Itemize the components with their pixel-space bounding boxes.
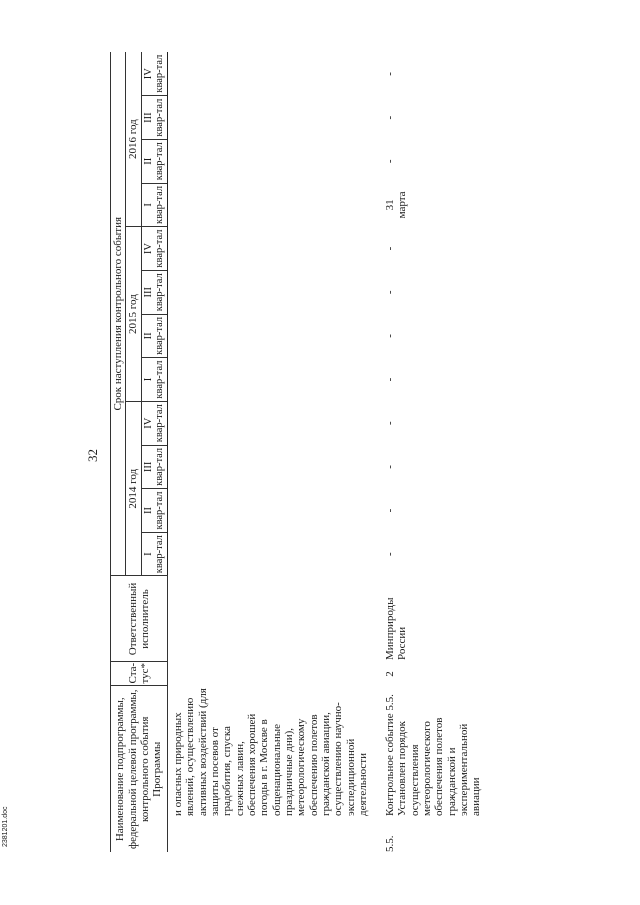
- cell-value: -: [384, 508, 397, 513]
- quarter-number: II: [142, 507, 154, 514]
- quarter-number: III: [142, 286, 154, 298]
- quarter-label: квар-тал: [154, 360, 166, 399]
- quarter-header: [141, 183, 168, 227]
- quarter-label: квар-тал: [154, 535, 166, 574]
- quarter-label: квар-тал: [154, 98, 166, 137]
- cell-value: -: [384, 159, 397, 164]
- header-year-2016: 2016 год: [126, 52, 141, 227]
- cell-value: 31 марта: [384, 191, 409, 219]
- quarter-label: квар-тал: [154, 404, 166, 443]
- cell-value: -: [384, 246, 397, 251]
- header-executor: Ответственный исполнитель: [111, 576, 168, 662]
- quarter-label: квар-тал: [154, 491, 166, 530]
- quarter-header: [141, 96, 168, 140]
- table-row: [168, 52, 384, 852]
- quarter-label: квар-тал: [154, 316, 166, 355]
- header-timing: Срок наступления контрольного события: [111, 52, 126, 576]
- cell-value: -: [384, 377, 397, 382]
- quarter-number: II: [142, 157, 154, 165]
- quarter-number: II: [142, 332, 154, 340]
- quarter-number: I: [142, 552, 154, 556]
- cell-value: -: [384, 115, 397, 120]
- document-page: [2, 52, 640, 852]
- document-filename: 2381201.doc: [2, 806, 9, 847]
- cell-value: -: [384, 421, 397, 426]
- row-number: 5.5.: [384, 835, 397, 852]
- quarter-number: IV: [142, 243, 154, 255]
- cell-value: -: [384, 334, 397, 338]
- table-body: [168, 52, 484, 852]
- quarter-header: [141, 314, 168, 358]
- quarter-header: [141, 270, 168, 314]
- quarter-header: [141, 489, 168, 533]
- header-year-2015: 2015 год: [126, 227, 141, 402]
- table-header: [111, 52, 168, 852]
- quarter-label: квар-тал: [154, 273, 166, 312]
- quarter-label: квар-тал: [154, 142, 166, 181]
- quarter-number: III: [142, 461, 154, 473]
- header-status: Ста-тус*: [111, 662, 168, 686]
- row-executor: Минприроды России: [384, 597, 409, 660]
- quarter-number: I: [142, 377, 154, 382]
- quarter-header: [141, 139, 168, 183]
- quarter-header: [141, 227, 168, 271]
- cell-value: -: [384, 552, 397, 556]
- quarter-number: III: [142, 112, 154, 123]
- quarter-number: I: [142, 203, 154, 207]
- row-name: Контрольное событие 5.5. Установлен порядок осуществления метеорологического обеспечения полетов гражданской и экспериментальной авиации: [384, 694, 483, 816]
- quarter-header: [141, 52, 168, 96]
- cell-value: -: [384, 290, 397, 295]
- header-name: Наименование подпрограммы, федеральной целевой программы, контрольного события Программы: [111, 686, 168, 852]
- quarter-header: [141, 445, 168, 489]
- page-number: 32: [85, 449, 100, 462]
- quarter-label: квар-тал: [154, 447, 166, 486]
- continuation-text: и опасных природных явлений, осуществлению активных воздействий (для защиты посевов от градобития, спуска снежных лавин, обеспечения хорошей погоды в г. Москве в общенациональные праздничные дни), метеорологическому обеспечению полетов гражданской авиации, осуществлению научно-экспедиционной деятельности: [172, 688, 369, 816]
- row-status: 2: [384, 671, 397, 677]
- cell-value: -: [384, 465, 397, 469]
- cell-value: -: [384, 72, 397, 76]
- quarter-header: [141, 358, 168, 402]
- quarter-number: IV: [142, 68, 154, 80]
- table-row: [383, 52, 484, 852]
- quarter-header: [141, 532, 168, 576]
- header-year-2014: 2014 год: [126, 401, 141, 576]
- quarter-number: IV: [142, 417, 154, 429]
- quarter-label: квар-тал: [154, 185, 166, 224]
- quarter-label: квар-тал: [154, 54, 166, 93]
- quarter-label: квар-тал: [154, 229, 166, 268]
- control-events-table: [110, 52, 484, 852]
- quarter-header: [141, 401, 168, 445]
